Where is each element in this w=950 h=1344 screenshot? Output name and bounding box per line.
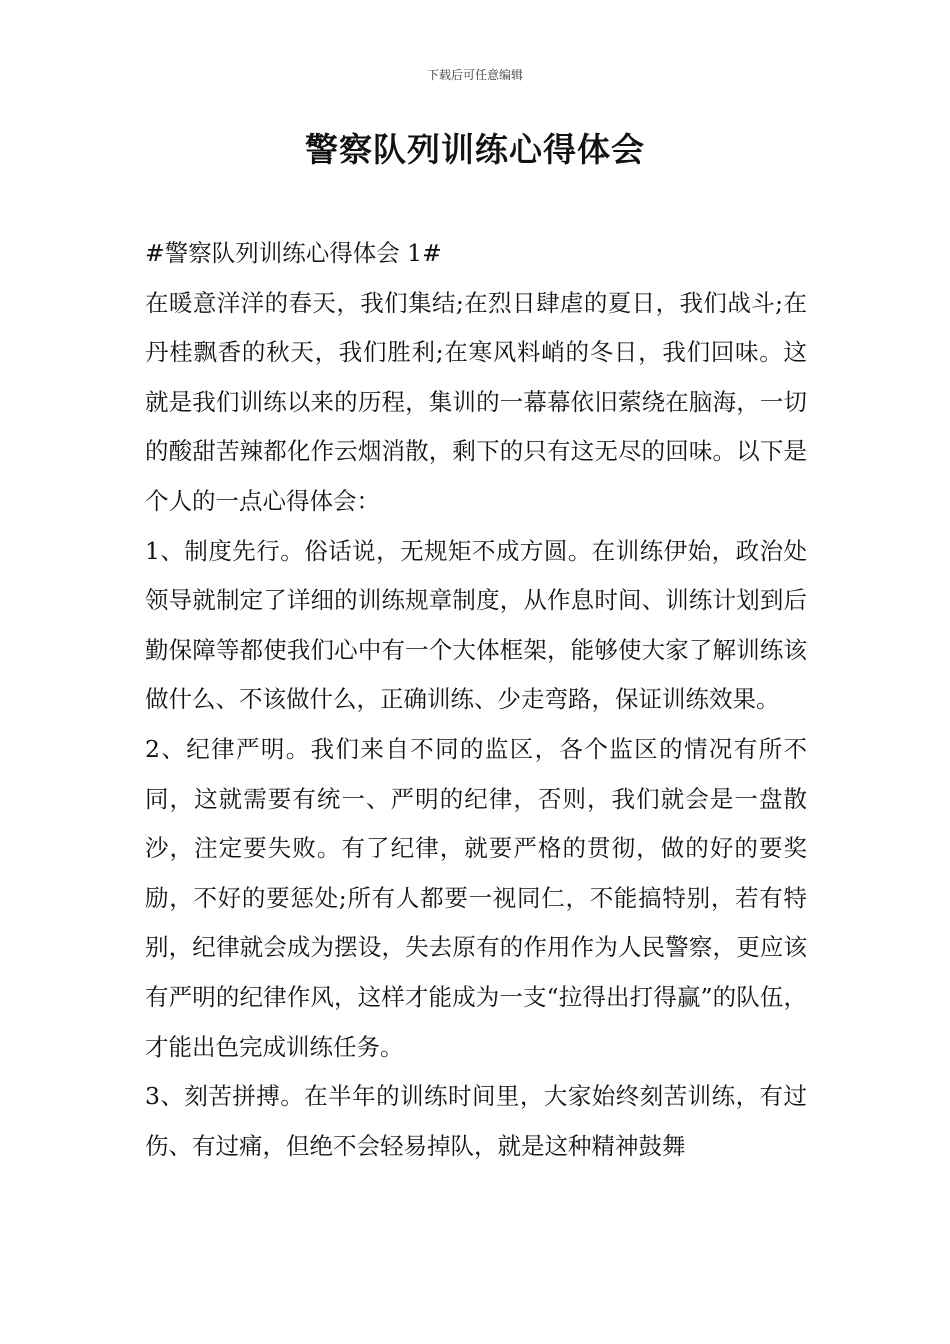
header-note: 下载后可任意编辑 bbox=[426, 68, 523, 82]
section-heading: #警察队列训练心得体会 1# bbox=[145, 239, 442, 267]
document-body bbox=[145, 229, 807, 1171]
paragraph-intro: 在暖意洋洋的春天，我们集结;在烈日肆虐的夏日，我们战斗;在丹桂飘香的秋天，我们胜利;在寒风料峭的冬日，我们回味。这就是我们训练以来的历程，集训的一幕幕依旧萦绕在脑海，一切的酸甜苦辣都化作云烟消散，剩下的只有这无尽的回味。以下是个人的一点心得体会： bbox=[145, 288, 807, 515]
paragraph-point-3: 3、刻苦拼搏。在半年的训练时间里，大家始终刻苦训练，有过伤、有过痛，但绝不会轻易掉队，就是这种精神鼓舞 bbox=[145, 1082, 807, 1160]
paragraph-point-1: 1、制度先行。俗话说，无规矩不成方圆。在训练伊始，政治处领导就制定了详细的训练规章制度，从作息时间、训练计划到后勤保障等都使我们心中有一个大体框架，能够使大家了解训练该做什么、不该做什么，正确训练、少走弯路，保证训练效果。 bbox=[145, 536, 807, 714]
document-title: 警察队列训练心得体会 bbox=[305, 130, 645, 169]
paragraph-point-2: 2、纪律严明。我们来自不同的监区，各个监区的情况有所不同，这就需要有统一、严明的纪律，否则，我们就会是一盘散沙，注定要失败。有了纪律，就要严格的贯彻，做的好的要奖励，不好的要惩处;所有人都要一视同仁，不能搞特别，若有特别，纪律就会成为摆设，失去原有的作用作为人民警察，更应该有严明的纪律作风，这样才能成为一支“拉得出打得赢”的队伍，才能出色完成训练任务。 bbox=[145, 734, 807, 1061]
